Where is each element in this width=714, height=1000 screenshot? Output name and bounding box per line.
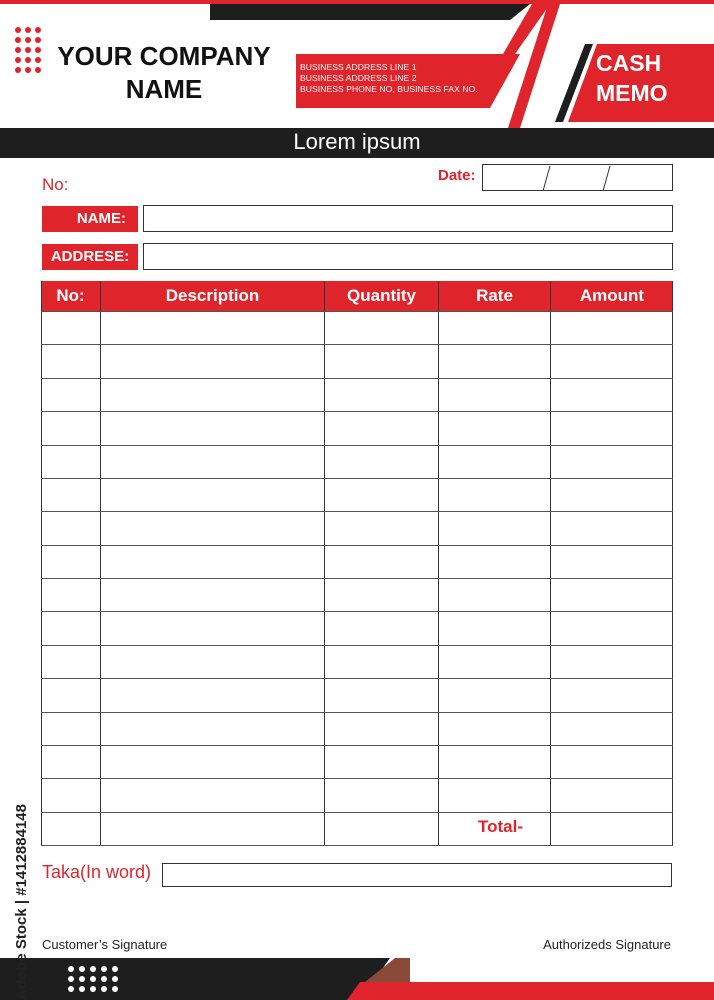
banner-title: Lorem ipsum — [293, 129, 421, 154]
name-field[interactable] — [143, 205, 673, 232]
table-row-line — [41, 445, 673, 446]
logo-dots-icon — [15, 27, 41, 79]
column-divider — [41, 281, 42, 846]
memo-title-line1: CASH — [596, 50, 662, 76]
table-row-line — [41, 845, 673, 846]
table-row-line — [41, 511, 673, 512]
column-header-amount: Amount — [551, 281, 673, 311]
business-address — [300, 62, 510, 95]
date-label: Date: — [438, 167, 476, 184]
name-label: NAME: — [42, 206, 138, 232]
company-name-line2: NAME — [125, 74, 203, 104]
table-row-line — [41, 344, 673, 345]
column-divider — [438, 281, 439, 846]
table-row-line — [41, 378, 673, 379]
stock-watermark-id: Adobe Stock | #1412884148 — [13, 804, 30, 1000]
table-row-line — [41, 778, 673, 779]
table-row-line — [41, 411, 673, 412]
table-row-line — [41, 478, 673, 479]
taka-in-word-label: Taka(In word) — [42, 862, 152, 882]
table-row-line — [41, 578, 673, 579]
column-header-quantity: Quantity — [325, 281, 438, 311]
table-row-line — [41, 611, 673, 612]
memo-title — [596, 48, 674, 108]
authorized-signature-label: Authorizeds Signature — [543, 937, 671, 952]
table-row-line — [41, 311, 673, 312]
column-header-no: No: — [41, 281, 100, 311]
column-header-description: Description — [101, 281, 324, 311]
table-row-line — [41, 545, 673, 546]
address-line-2: BUSINESS ADDRESS LINE 2 — [300, 73, 417, 83]
company-name-line1: YOUR COMPANY — [57, 41, 271, 71]
taka-in-word-field[interactable] — [162, 863, 672, 887]
table-row-line — [41, 812, 673, 813]
column-divider — [324, 281, 325, 846]
items-table — [41, 281, 673, 846]
column-header-rate: Rate — [439, 281, 550, 311]
total-label: Total- — [478, 817, 524, 836]
address-line-3: BUSINESS PHONE NO, BUSINESS FAX NO. — [300, 84, 478, 94]
column-divider — [100, 281, 101, 846]
table-row-line — [41, 645, 673, 646]
customer-signature-label: Customer’s Signature — [42, 937, 168, 952]
address-line-1: BUSINESS ADDRESS LINE 1 — [300, 62, 417, 72]
memo-number-label: No: — [42, 175, 69, 194]
column-divider — [550, 281, 551, 846]
table-row-line — [41, 712, 673, 713]
memo-title-line2: MEMO — [596, 80, 668, 106]
table-row-line — [41, 678, 673, 679]
address-field[interactable] — [143, 243, 673, 270]
footer-dots-icon — [68, 966, 120, 992]
address-label: ADDRESE: — [42, 244, 138, 270]
date-field[interactable] — [482, 164, 673, 191]
date-separators — [483, 165, 674, 192]
table-row-line — [41, 745, 673, 746]
company-name — [48, 40, 280, 106]
column-divider — [672, 281, 673, 846]
